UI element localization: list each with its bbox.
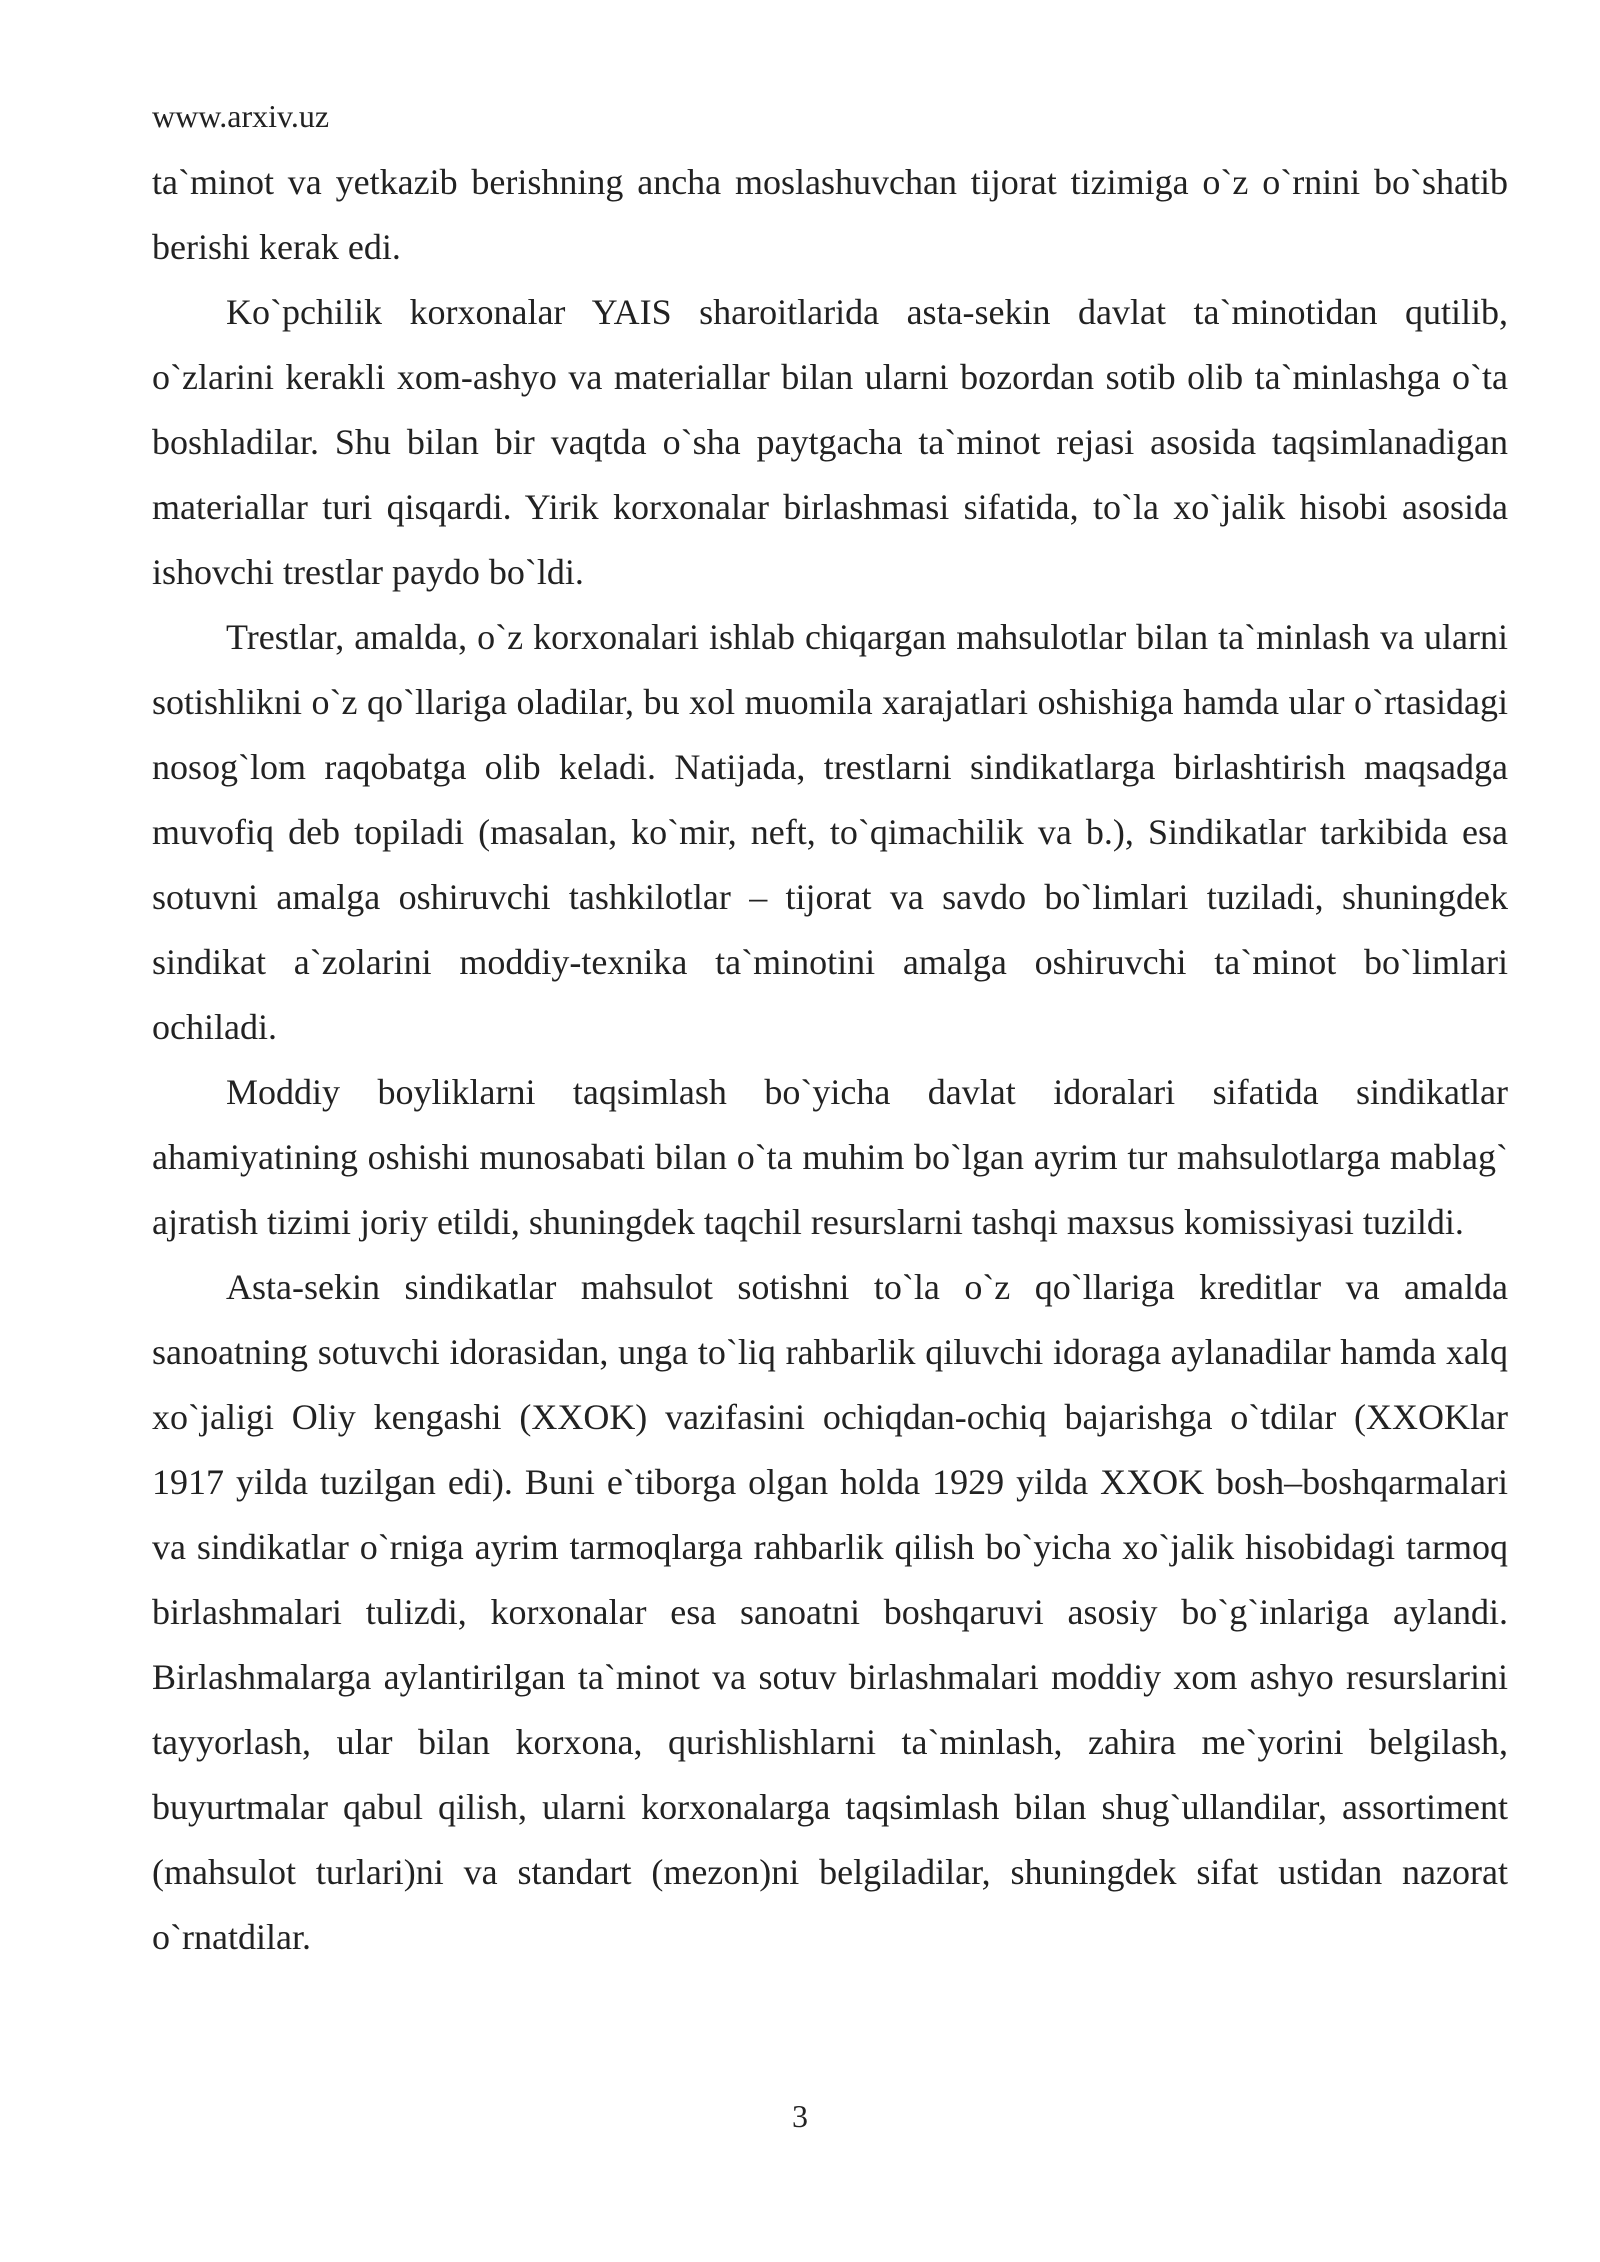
header-url: www.arxiv.uz	[152, 98, 330, 134]
paragraph: Asta-sekin sindikatlar mahsulot sotishni to`la o`z qo`llariga kreditlar va amalda sanoatning sotuvchi idorasidan, unga to`liq rahbarlik qiluvchi idoraga aylanadilar hamda xalq xo`jaligi Oliy kengashi (XXOK) vazifasini ochiqdan-ochiq bajarishga o`tdilar (XXOKlar 1917 yilda tuzilgan edi). Buni e`tiborga olgan holda 1929 yilda XXOK bosh–boshqarmalari va sindikatlar o`rniga ayrim tarmoqlarga rahbarlik qilish bo`yicha xo`jalik hisobidagi tarmoq birlashmalari tulizdi, korxonalar esa sanoatni boshqaruvi asosiy bo`g`inlariga aylandi. Birlashmalarga aylantirilgan ta`minot va sotuv birlashmalari moddiy xom ashyo resurslarini tayyorlash, ular bilan korxona, qurishlishlarni ta`minlash, zahira me`yorini belgilash, buyurtmalar qabul qilish, ularni korxonalarga taqsimlash bilan shug`ullandilar, assortiment (mahsulot turlari)ni va standart (mezon)ni belgiladilar, shuningdek sifat ustidan nazorat o`rnatdilar.	[152, 1267, 1508, 1957]
page-number: 3	[792, 2098, 808, 2134]
paragraph-continuation: ta`minot va yetkazib berishning ancha moslashuvchan tijorat tizimiga o`z o`rnini bo`shatib berishi kerak edi.	[152, 162, 1508, 267]
paragraph: Moddiy boyliklarni taqsimlash bo`yicha davlat idoralari sifatida sindikatlar ahamiyatining oshishi munosabati bilan o`ta muhim bo`lgan ayrim tur mahsulotlarga mablag` ajratish tizimi joriy etildi, shuningdek taqchil resurslarni tashqi maxsus komissiyasi tuzildi.	[152, 1072, 1508, 1242]
paragraph: Ko`pchilik korxonalar YAIS sharoitlarida asta-sekin davlat ta`minotidan qutilib, o`zlarini kerakli xom-ashyo va materiallar bilan ularni bozordan sotib olib ta`minlashga o`ta boshladilar. Shu bilan bir vaqtda o`sha paytgacha ta`minot rejasi asosida taqsimlanadigan materiallar turi qisqardi. Yirik korxonalar birlashmasi sifatida, to`la xo`jalik hisobi asosida ishovchi trestlar paydo bo`ldi.	[152, 292, 1508, 592]
paragraph: Trestlar, amalda, o`z korxonalari ishlab chiqargan mahsulotlar bilan ta`minlash va ularni sotishlikni o`z qo`llariga oladilar, bu xol muomila xarajatlari oshishiga hamda ular o`rtasidagi nosog`lom raqobatga olib keladi. Natijada, trestlarni sindikatlarga birlashtirish maqsadga muvofiq deb topiladi (masalan, ko`mir, neft, to`qimachilik va b.), Sindikatlar tarkibida esa sotuvni amalga oshiruvchi tashkilotlar – tijorat va savdo bo`limlari tuziladi, shuningdek sindikat a`zolarini moddiy-texnika ta`minotini amalga oshiruvchi ta`minot bo`limlari ochiladi.	[152, 617, 1508, 1047]
body-text	[152, 150, 1508, 1970]
